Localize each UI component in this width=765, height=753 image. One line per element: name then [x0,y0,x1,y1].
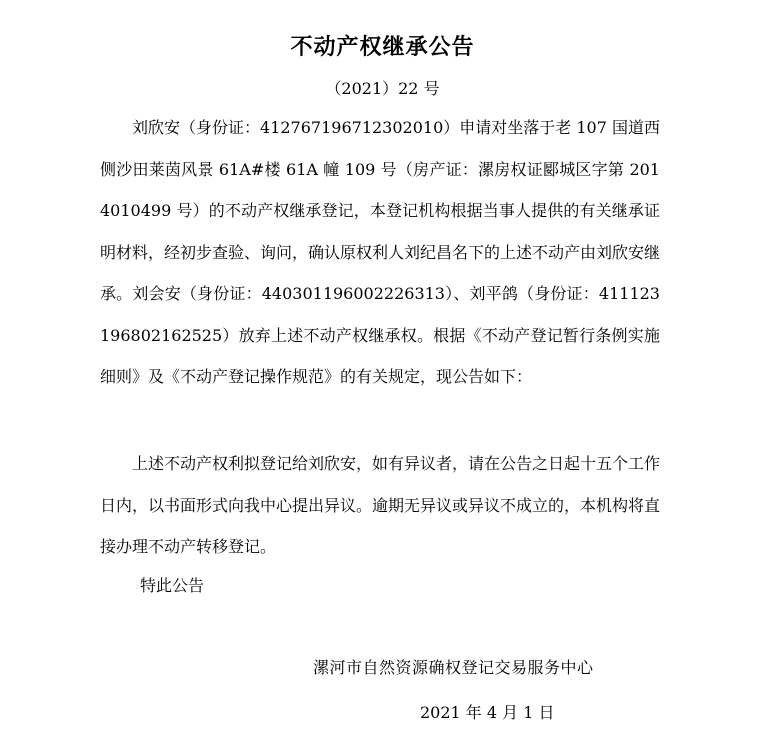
closing-statement: 特此公告 [140,576,205,595]
notice-title: 不动产权继承公告 [290,35,475,60]
issuing-authority: 漯河市自然资源确权登记交易服务中心 [313,658,594,677]
issue-date: 2021 年 4 月 1 日 [420,703,555,722]
document-number: （2021）22 号 [325,79,440,98]
notice-paragraph-objection: 上述不动产权利拟登记给刘欣安，如有异议者，请在公告之日起十五个工作日内，以书面形式向我中心提出异议。逾期无异议或异议不成立的，本机构将直接办理不动产转移登记。 [100,454,661,556]
notice-paragraph-main: 刘欣安（身份证：412767196712302010）申请对坐落于老 107 国道西侧沙田莱茵风景 61A#楼 61A 幢 109 号（房产证：漯房权证郾城区字第 2014010499 号）的不动产权继承登记，本登记机构根据当事人提供的有关继承证明材料，经初步查验、询问，确认原权利人刘纪昌名下的上述不动产由刘欣安继承。刘会安（身份证：440301196002226313）、刘平鸽（身份证：411123196802162525）放弃上述不动产权继承权。根据《不动产登记暂行条例实施细则》及《不动产登记操作规范》的有关规定，现公告如下： [100,118,661,386]
